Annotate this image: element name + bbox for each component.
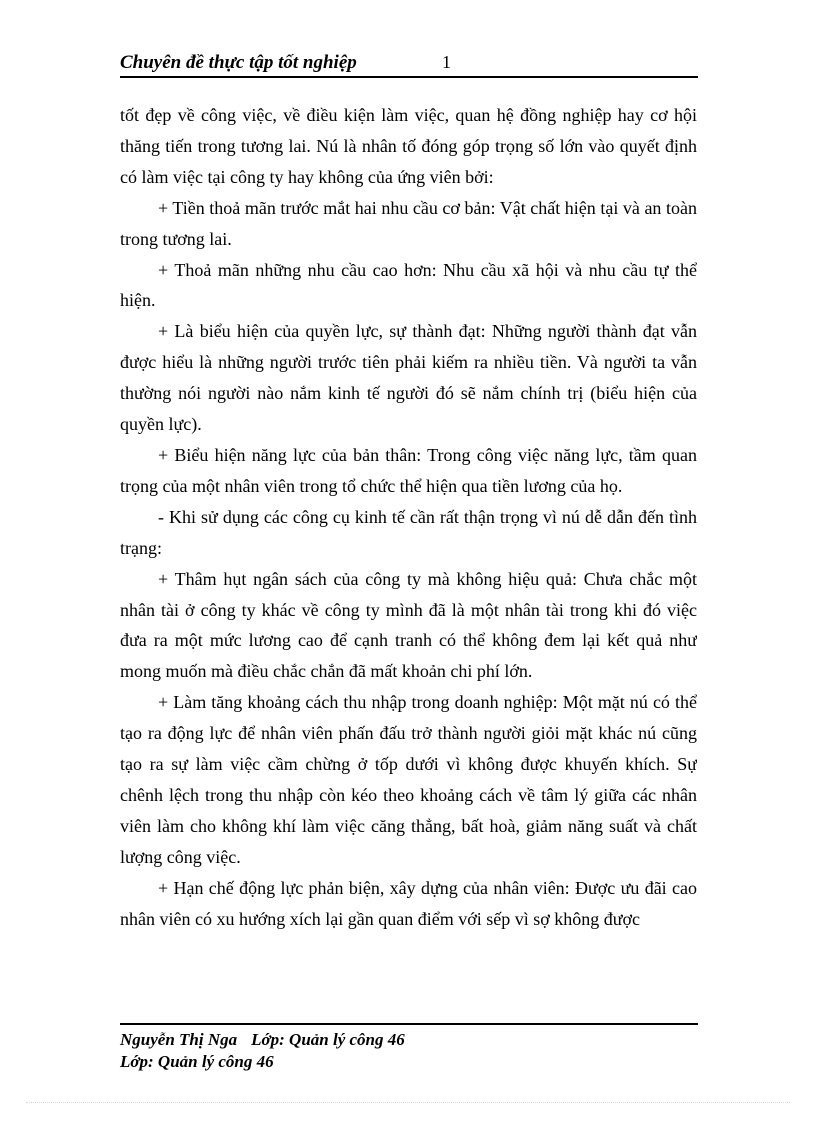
paragraph: + Tiền thoả mãn trước mắt hai nhu cầu cơ bản: Vật chất hiện tại và an toàn trong tương lai. <box>120 197 697 249</box>
footer-class-repeat: Lớp: Quản lý công 46 <box>120 1052 274 1071</box>
header-divider <box>120 76 698 78</box>
paragraph: + Thoả mãn những nhu cầu cao hơn: Nhu cầu xã hội và nhu cầu tự thể hiện. <box>120 259 697 311</box>
header-title: Chuyên đề thực tập tốt nghiệp <box>120 52 357 73</box>
footer-line-1 <box>120 1029 698 1051</box>
paragraph: + Biểu hiện năng lực của bản thân: Trong công việc năng lực, tầm quan trọng của một nhân viên trong tổ chức thể hiện qua tiền lương của họ. <box>120 444 697 496</box>
paragraph: tốt đẹp về công việc, về điều kiện làm việc, quan hệ đồng nghiệp hay cơ hội thăng tiến trong tương lai. Nú là nhân tố đóng góp trọng số lớn vào quyết định có làm việc tại công ty hay không của ứng viên bởi: <box>120 105 697 187</box>
footer-divider <box>120 1023 698 1025</box>
document-body <box>120 100 697 1020</box>
paragraph: - Khi sử dụng các công cụ kinh tế cần rất thận trọng vì nú dễ dẫn đến tình trạng: <box>120 506 697 558</box>
page-footer <box>120 1029 698 1073</box>
paragraph: + Làm tăng khoảng cách thu nhập trong doanh nghiệp: Một mặt nú có thể tạo ra động lực để nhân viên phấn đấu trở thành người giỏi mặt khác nú cũng tạo ra sự làm việc cầm chừng ở tốp dưới vì không được khuyến khích. Sự chênh lệch trong thu nhập còn kéo theo khoảng cách về tâm lý giữa các nhân viên làm cho không khí làm việc căng thẳng, bất hoà, giảm năng suất và chất lượng công việc. <box>120 692 697 867</box>
footer-author: Nguyễn Thị Nga <box>120 1030 238 1049</box>
page-edge-divider <box>26 1102 790 1103</box>
page-header <box>120 52 698 78</box>
paragraph: + Là biểu hiện của quyền lực, sự thành đạt: Những người thành đạt vẫn được hiểu là những người trước tiên phải kiếm ra nhiều tiền. Và người ta vẫn thường nói người nào nắm kinh tế người đó sẽ nắm chính trị (biểu hiện của quyền lực). <box>120 321 697 435</box>
page-number: 1 <box>442 52 451 72</box>
paragraph: + Thâm hụt ngân sách của công ty mà không hiệu quả: Chưa chắc một nhân tài ở công ty khác về công ty mình đã là một nhân tài trong khi đó việc đưa ra một mức lương cao để cạnh tranh có thể không đem lại kết quả như mong muốn mà điều chắc chắn đã mất khoản chi phí lớn. <box>120 568 697 682</box>
footer-class: Lớp: Quản lý công 46 <box>251 1030 405 1049</box>
paragraph: + Hạn chế động lực phản biện, xây dựng của nhân viên: Được ưu đãi cao nhân viên có xu hướng xích lại gần quan điểm với sếp vì sợ không được <box>120 877 697 929</box>
footer-line-2 <box>120 1051 698 1073</box>
